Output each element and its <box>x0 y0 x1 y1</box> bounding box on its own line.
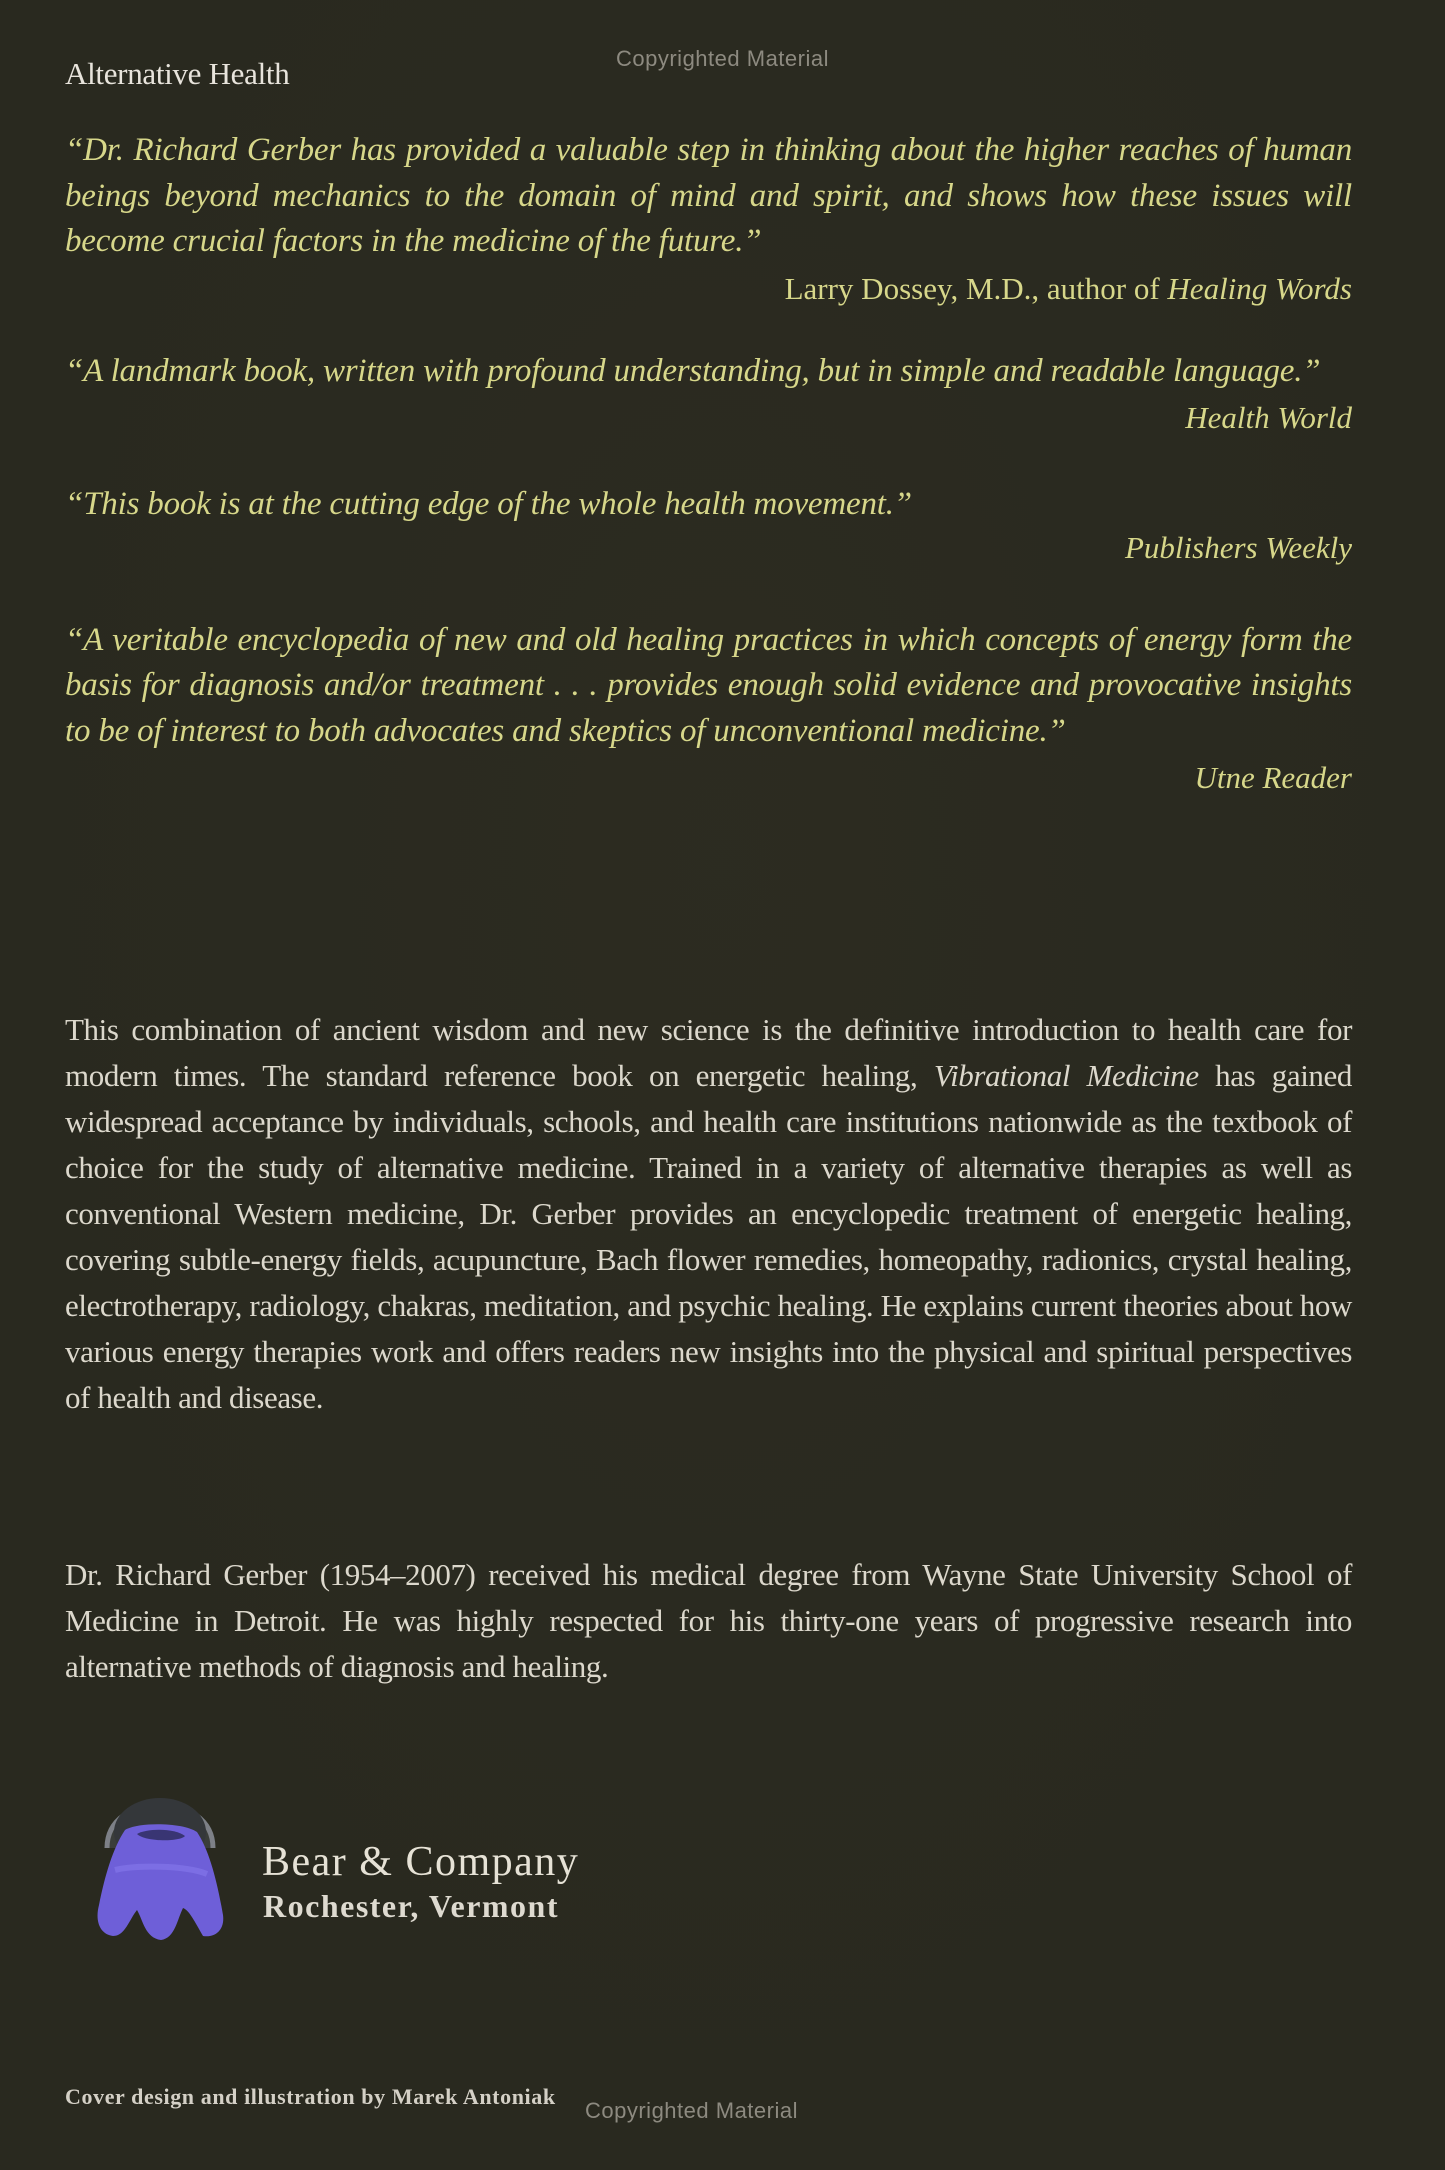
endorsement-quote <box>65 618 1352 801</box>
quote-source <box>65 756 1352 800</box>
cover-credit: Cover design and illustration by Marek Antoniak <box>65 2084 556 2109</box>
bear-logo-icon <box>85 1770 235 1948</box>
quote-text: “A veritable encyclopedia of new and old healing practices in which concepts of energy form the basis for diagnosis and/or treatment . . . provides enough solid evidence and provocative insights to be of interest to both advocates and skeptics of unconventional medicine.” <box>65 621 1352 749</box>
endorsement-quote <box>65 482 1352 570</box>
book-description <box>65 1007 1352 1421</box>
quote-source <box>65 396 1352 440</box>
description-part-2: has gained widespread acceptance by individuals, schools, and health care institutions nationwide as the textbook of choice for the study of alternative medicine. Trained in a variety of alternative therapies as well as conventional Western medicine, Dr. Gerber provides an encyclopedic treatment of energetic healing, covering subtle-energy fields, acupuncture, Bach flower remedies, homeopathy, radionics, crystal healing, electrotherapy, radiology, chakras, meditation, and psychic healing. He explains current theories about how various energy therapies work and offers readers new insights into the physical and spiritual perspectives of health and disease. <box>65 1058 1352 1415</box>
endorsement-quotes <box>65 128 1352 800</box>
publisher-location: Rochester, Vermont <box>263 1888 559 1924</box>
quote-source-title: Publishers Weekly <box>1125 529 1352 565</box>
quote-source <box>65 526 1352 570</box>
quote-text: “Dr. Richard Gerber has provided a valuable step in thinking about the higher reaches of human beings beyond mechanics to the domain of mind and spirit, and shows how these issues will become crucial factors in the medicine of the future.” <box>65 132 1352 259</box>
publisher-name: Bear & Company <box>262 1839 580 1885</box>
book-title: Vibrational Medicine <box>933 1058 1199 1093</box>
quote-source-title: Utne Reader <box>1194 760 1352 795</box>
quote-source-title: Healing Words <box>1167 270 1352 306</box>
watermark-top: Copyrighted Material <box>616 46 829 71</box>
endorsement-quote <box>65 128 1352 311</box>
quote-source-author: Larry Dossey, M.D., author of <box>784 270 1168 306</box>
publisher-block <box>85 1770 685 1950</box>
watermark-bottom: Copyrighted Material <box>585 2098 798 2123</box>
quote-text: “A landmark book, written with profound understanding, but in simple and readable language.” <box>65 352 1321 389</box>
category-label: Alternative Health <box>65 56 290 91</box>
quote-source <box>65 267 1352 311</box>
endorsement-quote <box>65 349 1352 441</box>
quote-text: “This book is at the cutting edge of the whole health movement.” <box>65 486 912 522</box>
quote-source-title: Health World <box>1185 400 1352 435</box>
author-bio: Dr. Richard Gerber (1954–2007) received his medical degree from Wayne State University School of Medicine in Detroit. He was highly respected for his thirty-one years of progressive research into alternative methods of diagnosis and healing. <box>65 1557 1352 1684</box>
description-part-1: This combination of ancient wisdom and new science is the definitive introduction to health care for modern times. The standard reference book on energetic healing, <box>65 1012 1352 1093</box>
